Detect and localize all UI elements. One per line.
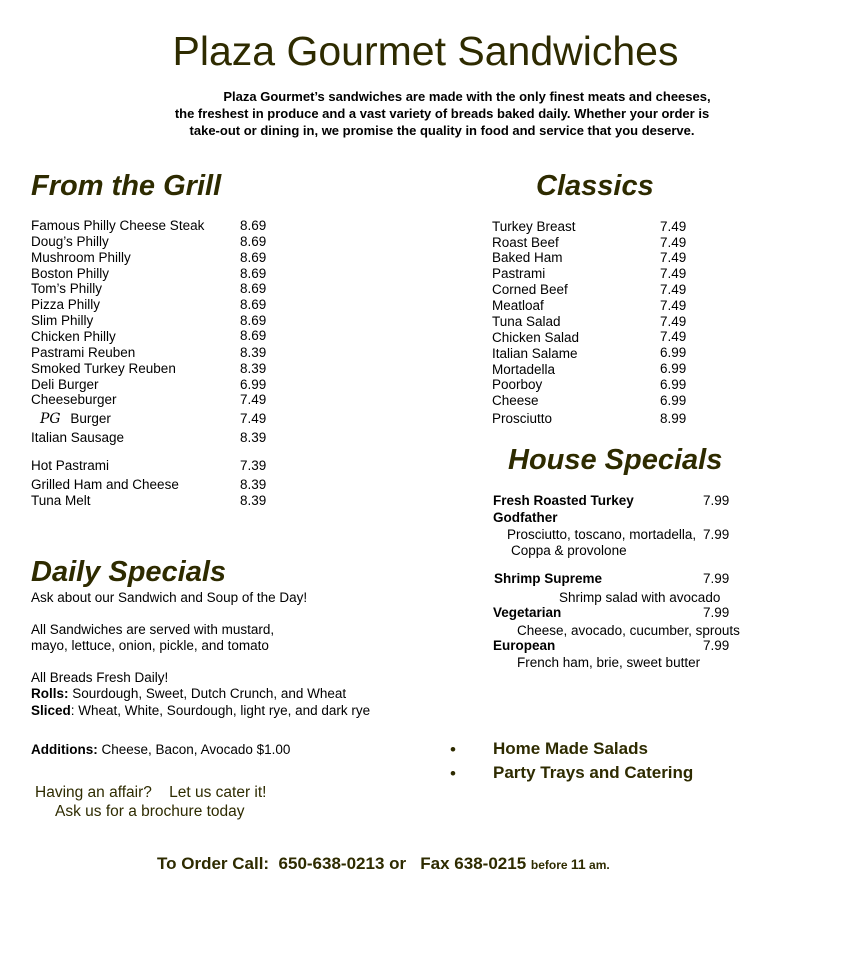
intro-line: the freshest in produce and a vast variety of breads baked daily. Whether your order is [174, 106, 710, 121]
grill-item-price: 8.39 [240, 477, 267, 492]
order-line [157, 854, 610, 874]
classics-item-name: Meatloaf [492, 298, 544, 313]
special-price: 7.99 [703, 493, 730, 508]
special-desc: Cheese, avocado, cucumber, sprouts [517, 623, 740, 638]
sliced-line [31, 703, 370, 718]
grill-item-name: Italian Sausage [31, 430, 125, 445]
grill-item-name: Doug’s Philly [31, 234, 109, 249]
additions-text: Cheese, Bacon, Avocado $1.00 [97, 742, 291, 757]
grill-item-name: Tuna Melt [31, 493, 91, 508]
grill-item-price: 7.49 [240, 411, 267, 426]
rolls-text: Sourdough, Sweet, Dutch Crunch, and Wheat [68, 686, 347, 701]
grill-item-price: 8.69 [240, 234, 267, 249]
classics-item-name: Turkey Breast [492, 219, 576, 234]
grill-item-name: Slim Philly [31, 313, 94, 328]
grill-item-price: 7.49 [240, 392, 267, 407]
special-desc: Shrimp salad with avocado [559, 590, 721, 605]
classics-item-name: Roast Beef [492, 235, 559, 250]
catering-line: Ask us for a brochure today [55, 803, 245, 820]
sliced-label: Sliced [31, 703, 71, 718]
classics-item-price: 7.49 [660, 266, 687, 281]
classics-item-price: 7.49 [660, 219, 687, 234]
grill-item-name: Deli Burger [31, 377, 99, 392]
classics-item-name: Tuna Salad [492, 314, 561, 329]
grill-item-name: Pizza Philly [31, 297, 101, 312]
rolls-label: Rolls: [31, 686, 69, 701]
classics-item-price: 7.49 [660, 235, 687, 250]
grill-heading: From the Grill [31, 170, 222, 202]
grill-item-price: 8.69 [240, 218, 267, 233]
daily-line: All Breads Fresh Daily! [31, 670, 169, 685]
classics-item-name: Prosciutto [492, 411, 553, 426]
classics-item-price: 7.49 [660, 298, 687, 313]
grill-item-name: Mushroom Philly [31, 250, 131, 265]
intro-line: Plaza Gourmet’s sandwiches are made with the only finest meats and cheeses, [223, 89, 711, 104]
classics-item-price: 6.99 [660, 377, 687, 392]
classics-item-name: Pastrami [492, 266, 546, 281]
special-name: European [493, 638, 556, 653]
order-before: before [530, 858, 571, 872]
house-specials-heading: House Specials [508, 444, 723, 476]
classics-item-price: 6.99 [660, 345, 687, 360]
classics-heading: Classics [536, 170, 654, 202]
grill-item-name: Tom’s Philly [31, 281, 103, 296]
bullet-icon: • [450, 764, 456, 783]
grill-item-name: Boston Philly [31, 266, 110, 281]
special-name: Fresh Roasted Turkey [493, 493, 634, 508]
daily-line: Ask about our Sandwich and Soup of the Day! [31, 590, 308, 605]
grill-item-price: 8.69 [240, 266, 267, 281]
pg-logo: PG [40, 411, 61, 427]
special-desc: Coppa & provolone [511, 543, 627, 558]
classics-item-price: 7.49 [660, 250, 687, 265]
bullet-icon: • [450, 740, 456, 759]
classics-item-price: 6.99 [660, 393, 687, 408]
grill-item-name: Cheeseburger [31, 392, 117, 407]
grill-item-price: 8.39 [240, 430, 267, 445]
classics-item-price: 7.49 [660, 282, 687, 297]
grill-item-name-suffix: Burger [70, 411, 111, 426]
special-name: Vegetarian [493, 605, 562, 620]
grill-item-price: 7.39 [240, 458, 267, 473]
classics-item-name: Italian Salame [492, 346, 578, 361]
special-price: 7.99 [703, 638, 730, 653]
special-name: Shrimp Supreme [494, 571, 603, 586]
classics-item-price: 8.99 [660, 411, 687, 426]
daily-line: All Sandwiches are served with mustard, [31, 622, 275, 637]
grill-item-name: Grilled Ham and Cheese [31, 477, 179, 492]
grill-item-name: Pastrami Reuben [31, 345, 136, 360]
special-price: 7.99 [703, 571, 730, 586]
bullet-item: Home Made Salads [493, 739, 648, 758]
classics-item-price: 7.49 [660, 314, 687, 329]
special-desc: Prosciutto, toscano, mortadella, [507, 527, 697, 542]
classics-item-name: Poorboy [492, 377, 543, 392]
order-hour: 11 [570, 856, 586, 872]
order-phone: To Order Call: 650-638-0213 or Fax 638-0215 [157, 854, 531, 873]
special-name: Godfather [493, 510, 558, 525]
grill-item-name: Smoked Turkey Reuben [31, 361, 176, 376]
classics-item-name: Cheese [492, 393, 539, 408]
classics-item-price: 6.99 [660, 361, 687, 376]
catering-line: Having an affair? Let us cater it! [35, 784, 267, 801]
bullet-item: Party Trays and Catering [493, 763, 694, 782]
grill-item-price: 8.39 [240, 361, 267, 376]
grill-item-name: Chicken Philly [31, 329, 116, 344]
daily-specials-heading: Daily Specials [31, 556, 227, 588]
classics-item-name: Baked Ham [492, 250, 563, 265]
grill-item-name [31, 411, 111, 427]
special-price: 7.99 [703, 605, 730, 620]
classics-item-name: Chicken Salad [492, 330, 580, 345]
order-am: am. [585, 858, 610, 872]
grill-item-price: 8.69 [240, 250, 267, 265]
grill-item-price: 8.69 [240, 313, 267, 328]
rolls-line [31, 686, 346, 701]
grill-item-name: Famous Philly Cheese Steak [31, 218, 205, 233]
grill-item-price: 6.99 [240, 377, 267, 392]
classics-item-name: Corned Beef [492, 282, 568, 297]
sliced-text: : Wheat, White, Sourdough, light rye, and dark rye [70, 703, 371, 718]
grill-item-price: 8.69 [240, 328, 267, 343]
grill-item-price: 8.69 [240, 281, 267, 296]
additions-line [31, 742, 290, 757]
grill-item-price: 8.39 [240, 345, 267, 360]
special-price: 7.99 [703, 527, 730, 542]
grill-item-price: 8.69 [240, 297, 267, 312]
daily-line: mayo, lettuce, onion, pickle, and tomato [31, 638, 269, 653]
additions-label: Additions: [31, 742, 98, 757]
special-desc: French ham, brie, sweet butter [517, 655, 701, 670]
classics-item-name: Mortadella [492, 362, 556, 377]
intro-paragraph [140, 88, 744, 139]
menu-title: Plaza Gourmet Sandwiches [172, 28, 679, 74]
grill-item-name: Hot Pastrami [31, 458, 110, 473]
classics-item-price: 7.49 [660, 329, 687, 344]
intro-line: take-out or dining in, we promise the quality in food and service that you deserve. [189, 123, 695, 138]
grill-item-price: 8.39 [240, 493, 267, 508]
